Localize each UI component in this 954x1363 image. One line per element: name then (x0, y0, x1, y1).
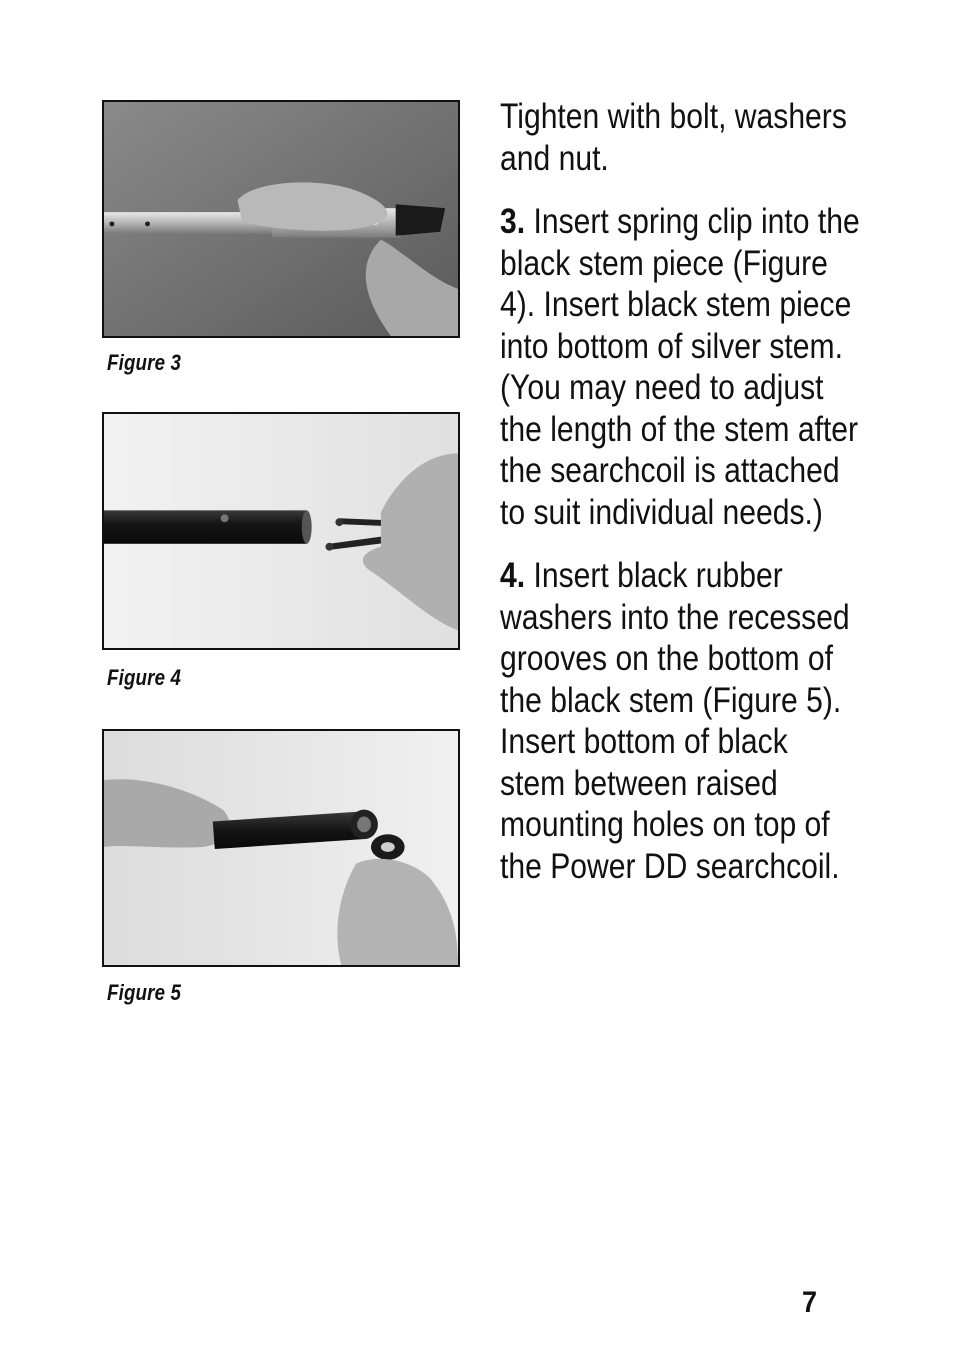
step-3-number: 3. (500, 202, 526, 241)
figure-4-caption: Figure 4 (107, 665, 182, 690)
step-4-number: 4. (500, 556, 526, 595)
step-4-body: Insert black rubber washers into the recessed grooves on the bottom of the black stem (Figure 5). Insert bottom of black stem between raised mounting holes on top of the Power DD searchcoil. (500, 556, 850, 886)
figure-3-caption: Figure 3 (107, 350, 182, 375)
step-4-paragraph (500, 555, 861, 887)
step-3-paragraph (500, 201, 861, 533)
figure-3-photo (102, 100, 460, 338)
step-3-body: Insert spring clip into the black stem piece (Figure 4). Insert black stem piece into bottom of silver stem. (You may need to adjust the length of the stem after the searchcoil is attached to suit individual needs.) (500, 202, 860, 532)
figure-5-caption: Figure 5 (107, 980, 182, 1005)
intro-paragraph: Tighten with bolt, washers and nut. (500, 97, 847, 178)
instruction-text (500, 96, 861, 909)
figure-4-photo (102, 412, 460, 650)
page-number: 7 (802, 1286, 818, 1319)
figure-5-photo (102, 729, 460, 967)
